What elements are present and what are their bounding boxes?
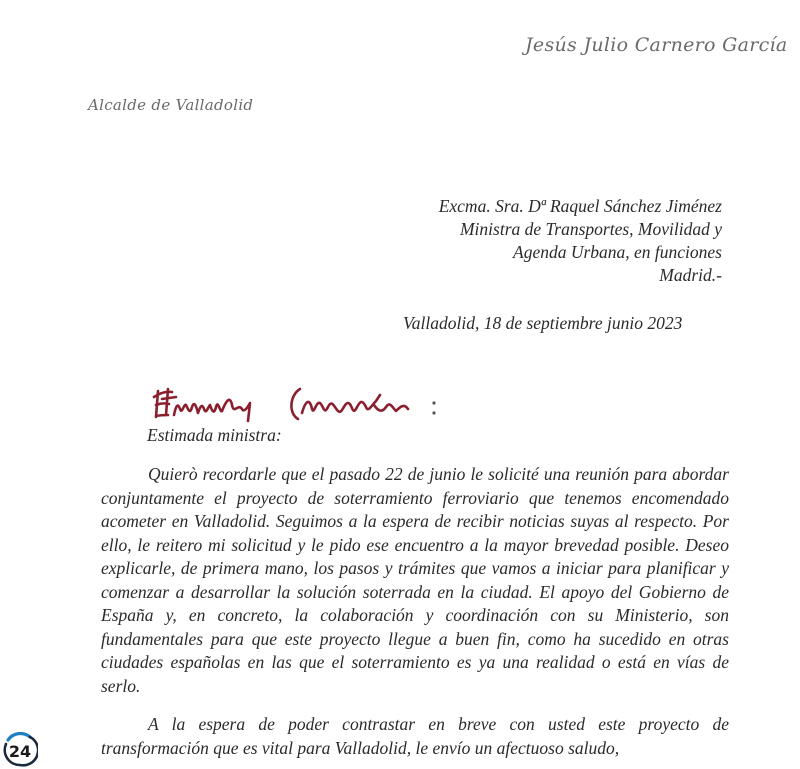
salutation: Estimada ministra: [147, 425, 282, 445]
letterhead-position: Alcalde de Valladolid [88, 96, 254, 114]
letterhead-author: Jesús Julio Carnero García [525, 34, 788, 56]
paragraph-text: A la espera de poder contrastar en breve con usted este proyecto de transformación que es vital para Valladolid, le envío un afectuoso saludo, [101, 714, 729, 758]
recipient-line: Agenda Urbana, en funciones [513, 242, 722, 262]
body-paragraph [101, 463, 729, 698]
recipient-line: Ministra de Transportes, Movilidad y [459, 219, 722, 239]
date-line: Valladolid, 18 de septiembre junio 2023 [403, 313, 683, 333]
recipient-block [439, 195, 722, 287]
svg-text:24: 24 [8, 742, 32, 761]
body-paragraph [101, 713, 729, 760]
handwritten-salutation-icon [152, 385, 452, 430]
recipient-line: Madrid.- [659, 265, 722, 285]
watermark-24-logo-icon [2, 732, 38, 768]
recipient-line: Excma. Sra. Dª Raquel Sánchez Jiménez [438, 196, 722, 216]
paragraph-text: Quierò recordarle que el pasado 22 de junio le solicité una reunión para abordar conjuntamente el proyecto de soterramiento ferroviario que tenemos encomendado acometer en Valladolid. Seguimos a la espera de recibir noticias suyas al respecto. Por ello, le reitero mi solicitud y le pido ese encuentro a la mayor brevedad posible. Deseo explicarle, de primera mano, los pasos y trámites que vamos a iniciar para planificar y comenzar a desarrollar la solución soterrada en la ciudad. El apoyo del Gobierno de España y, en concreto, la colaboración y coordinación con su Ministerio, son fundamentales para que este proyecto llegue a buen fin, como ha sucedido en otras ciudades españolas en las que el soterramiento es ya una realidad o está en vías de serlo. [101, 464, 729, 696]
